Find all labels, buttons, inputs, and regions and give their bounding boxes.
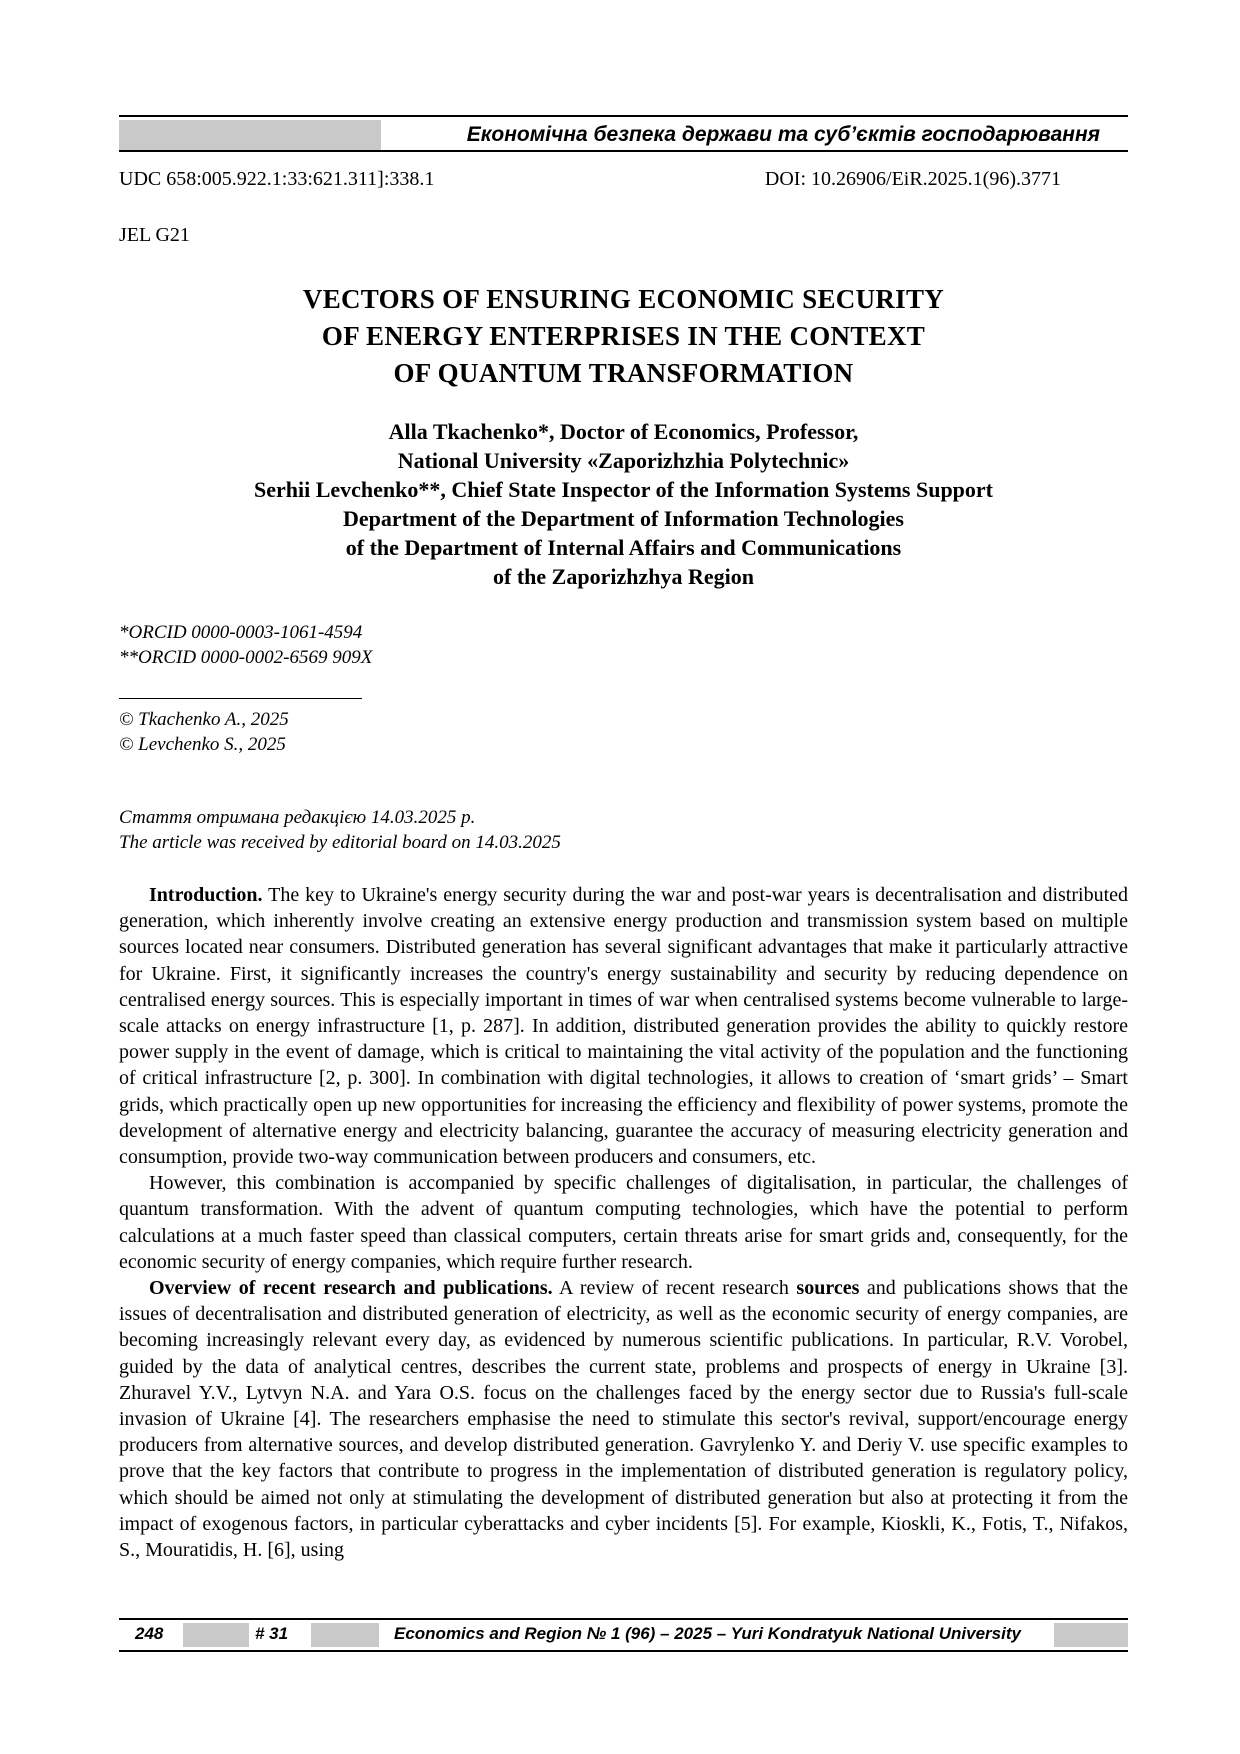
paragraph-introduction <box>119 882 1128 1170</box>
copyright-block <box>119 707 289 757</box>
jel-code: JEL G21 <box>119 224 190 246</box>
doi: DOI: 10.26906/EiR.2025.1(96).3771 <box>764 168 1061 190</box>
page-number: 248 <box>135 1624 164 1643</box>
title-line: OF QUANTUM TRANSFORMATION <box>393 358 854 388</box>
received-line-ua: Стаття отримана редакцією 14.03.2025 р. <box>119 807 476 828</box>
orcid-block <box>119 620 372 670</box>
bold-term: sources <box>796 1277 860 1300</box>
paragraph-text: However, this combination is accompanied by specific challenges of digitalisation, in particular, the challenges of quantum transformation. With the advent of quantum computing technologies, which have the potential to perform calculations at a much faster speed than classical computers, certain threats arise for smart grids and, consequently, for the economic security of energy companies, which require further research. <box>119 1172 1128 1273</box>
header-band <box>119 120 1128 150</box>
section-heading: Overview of recent research and publications. <box>149 1277 553 1300</box>
footer-band <box>119 1623 1128 1647</box>
footer-top-rule <box>119 1618 1128 1620</box>
section-heading: Introduction. <box>149 884 263 906</box>
title-line: VECTORS OF ENSURING ECONOMIC SECURITY <box>302 284 945 314</box>
running-header <box>119 115 1128 152</box>
issue-number: # 31 <box>255 1624 289 1643</box>
author-line: National University «Zaporizhzhia Polytechnic» <box>397 448 850 473</box>
paragraph-text: A review of recent research <box>552 1277 797 1300</box>
footer-bottom-rule <box>119 1650 1128 1652</box>
author-line: Department of the Department of Information Technologies <box>343 506 904 531</box>
paragraph-text: The key to Ukraine's energy security during the war and post-war years is decentralisation and distributed generation, which inherently involve creating an extensive energy production and transmission system based on multiple sources located near consumers. Distributed generation has several significant advantages that make it particularly attractive for Ukraine. First, it significantly increases the country's energy sustainability and security by reducing dependence on centralised energy sources. This is especially important in times of war when centralised systems become vulnerable to large-scale attacks on energy infrastructure [1, p. 287]. In addition, distributed generation provides the ability to quickly restore power supply in the event of damage, which is critical to maintaining the vital activity of the population and the functioning of critical infrastructure [2, p. 300]. In combination with digital technologies, it allows to creation of ‘smart grids’ – Smart grids, which practically open up new opportunities for increasing the efficiency and flexibility of power systems, promote the development of alternative energy and electricity balancing, guarantee the accuracy of measuring electricity generation and consumption, provide two-way communication between producers and consumers, etc. <box>119 884 1128 1169</box>
journal-footer-title: Economics and Region № 1 (96) – 2025 – Yuri Kondratyuk National University <box>394 1624 1021 1643</box>
author-line: of the Zaporizhzhya Region <box>493 564 754 589</box>
paragraph-text: and publications shows that the issues of decentralisation and distributed generation of electricity, as well as the economic security of energy companies, are becoming increasingly relevant every day, as evidenced by numerous scientific publications. In particular, R.V. Vorobel, guided by the data of analytical centres, describes the current state, problems and prospects of energy in Ukraine [3]. Zhuravel Y.V., Lytvyn N.A. and Yara O.S. focus on the challenges faced by the energy sector due to Russia's full-scale invasion of Ukraine [4]. The researchers emphasise the need to stimulate this sector's revival, support/encourage energy producers from alternative sources, and develop distributed generation. Gavrylenko Y. and Deriy V. use specific examples to prove that the key factors that contribute to progress in the implementation of distributed generation is regulatory policy, which should be aimed not only at stimulating the development of distributed generation but also at protecting it from the impact of exogenous factors, in particular cyberattacks and cyber incidents [5]. For example, Kioskli, K., Fotis, T., Nifakos, S., Mouratidis, H. [6], using <box>119 1277 1128 1562</box>
paragraph <box>119 1170 1128 1275</box>
copyright-line: © Levchenko S., 2025 <box>119 734 286 755</box>
author-block <box>119 417 1128 591</box>
author-line: Alla Tkachenko*, Doctor of Economics, Professor, <box>388 419 859 444</box>
orcid-line: *ORCID 0000-0003-1061-4594 <box>119 622 363 643</box>
article-body <box>119 882 1128 1563</box>
running-footer <box>119 1618 1128 1652</box>
title-line: OF ENERGY ENTERPRISES IN THE CONTEXT <box>321 321 926 351</box>
journal-section-title: Економічна безпека держави та суб’єктів господарювання <box>466 123 1100 146</box>
author-line: Serhii Levchenko**, Chief State Inspector of the Information Systems Support <box>253 477 994 502</box>
header-top-rule <box>119 115 1128 117</box>
received-line-en: The article was received by editorial board on 14.03.2025 <box>119 832 561 853</box>
udc-code: UDC 658:005.922.1:33:621.311]:338.1 <box>119 168 435 190</box>
article-title <box>119 281 1128 392</box>
author-line: of the Department of Internal Affairs and Communications <box>345 535 902 560</box>
orcid-line: **ORCID 0000-0002-6569 909X <box>119 647 373 668</box>
footnote-divider <box>119 698 362 699</box>
header-bottom-rule <box>119 150 1128 152</box>
paragraph-overview <box>119 1275 1128 1563</box>
copyright-line: © Tkachenko A., 2025 <box>119 709 289 730</box>
received-note <box>119 805 561 855</box>
